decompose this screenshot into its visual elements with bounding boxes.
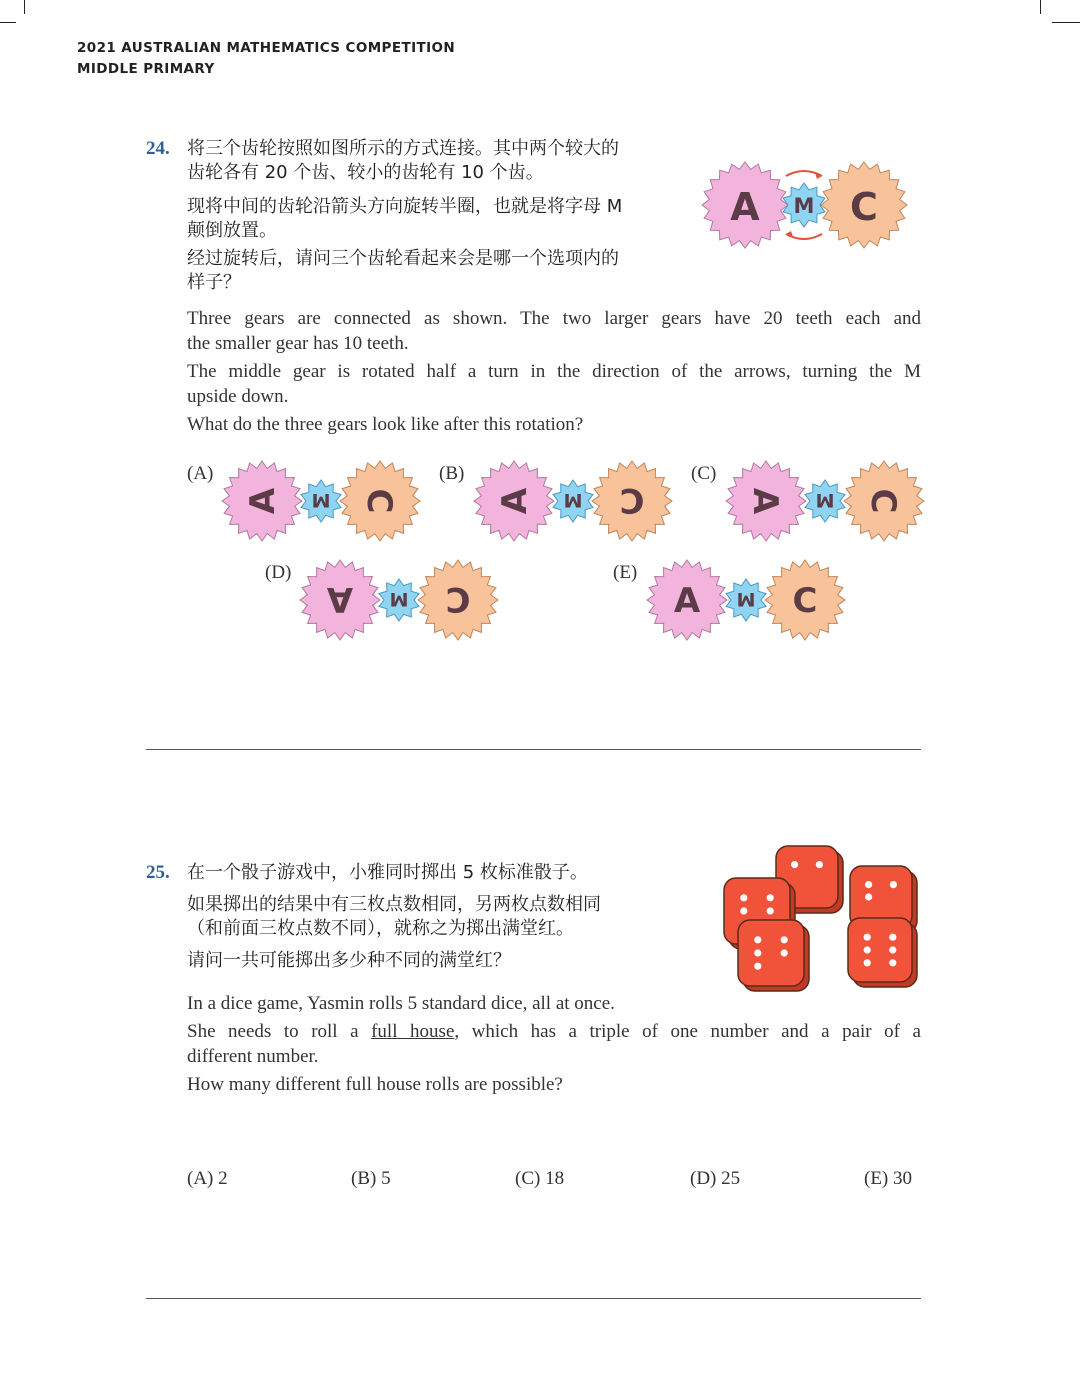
choice-a[interactable]: (A) 2: [187, 1168, 228, 1189]
die-pip: [889, 934, 896, 941]
q25-english-text: In a dice game, Yasmin rolls 5 standard dice, all at once. She needs to roll a full house, which has a triple of one number and a pair of a different number. How many different full house rolls are possible?: [187, 993, 921, 1095]
gear-letter: C: [619, 479, 645, 520]
crop-mark: [1052, 22, 1080, 23]
option-a-label[interactable]: (A): [187, 463, 214, 484]
gear-left: [702, 162, 788, 248]
gear-letter: C: [445, 578, 471, 619]
gear-middle: [783, 183, 825, 227]
gear-letter: A: [243, 487, 284, 515]
gear-left: [474, 461, 554, 541]
option-c-gears[interactable]: [722, 456, 932, 546]
gear-right: [821, 162, 907, 248]
divider: [146, 1298, 921, 1299]
gear-right: [340, 461, 420, 541]
die-pip: [865, 893, 872, 900]
option-d-gears[interactable]: [296, 555, 506, 645]
die-pip: [816, 861, 823, 868]
die-pip: [781, 949, 788, 956]
option-e-gears[interactable]: [643, 555, 853, 645]
gear-middle: [553, 480, 593, 522]
die-pip: [889, 959, 896, 966]
q24-gear-figure: [700, 158, 910, 256]
gear-left: [300, 560, 380, 640]
option-b-label[interactable]: (B): [439, 463, 465, 484]
gear-letter: C: [358, 488, 399, 514]
svg-text:M: M: [793, 194, 815, 218]
gear-middle: [379, 579, 419, 621]
die-pip: [767, 907, 774, 914]
option-a-gears[interactable]: [218, 456, 428, 546]
die-pip: [740, 894, 747, 901]
gear-letter: M: [563, 489, 583, 512]
gear-left: [222, 461, 302, 541]
question-number-24: 24.: [146, 138, 170, 159]
question-number-25: 25.: [146, 862, 170, 883]
gear-letter: A: [673, 581, 701, 622]
die: [738, 920, 809, 991]
gear-letter: C: [792, 581, 818, 622]
die-pip: [889, 946, 896, 953]
die-pip: [865, 881, 872, 888]
gear-letter: M: [389, 588, 409, 611]
svg-text:A: A: [730, 185, 760, 229]
gear-letter: A: [495, 487, 536, 515]
gear-letter: M: [311, 489, 331, 512]
gear-right: [592, 461, 672, 541]
die-pip: [754, 963, 761, 970]
die-pip: [791, 861, 798, 868]
die-pip: [864, 934, 871, 941]
die-pip: [754, 936, 761, 943]
die-pip: [754, 949, 761, 956]
option-d-label[interactable]: (D): [265, 562, 292, 583]
choice-e[interactable]: (E) 30: [864, 1168, 913, 1189]
gear-left: [647, 560, 727, 640]
choice-c[interactable]: (C) 18: [515, 1168, 565, 1189]
option-c-label[interactable]: (C): [691, 463, 717, 484]
dice-illustration: [716, 838, 930, 998]
gear-letter: A: [744, 487, 785, 515]
crop-mark: [0, 22, 16, 23]
divider: [146, 749, 921, 750]
gear-letter: A: [326, 578, 354, 619]
q25-en-line2: She needs to roll a full house, which has a triple of one number and a pair of a: [187, 1021, 921, 1042]
gear-middle: [805, 480, 845, 522]
q24-chinese-text: 将三个齿轮按照如图所示的方式连接。其中两个较大的 齿轮各有 20 个齿、较小的齿轮有 10 个齿。 现将中间的齿轮沿箭头方向旋转半圈，也就是将字母 M 颠倒放置。 经过旋转后，请问三个齿轮看起来会是哪一个选项内的 样子？: [187, 138, 623, 293]
gear-right: [844, 461, 924, 541]
option-b-gears[interactable]: [470, 456, 680, 546]
die-pip: [781, 936, 788, 943]
gear-right: [765, 560, 845, 640]
crop-mark: [1040, 0, 1041, 14]
division-label: MIDDLE PRIMARY: [77, 61, 215, 77]
die-pip: [890, 881, 897, 888]
choice-d[interactable]: (D) 25: [690, 1168, 741, 1189]
die-pip: [740, 907, 747, 914]
gear-letter: M: [815, 489, 835, 512]
crop-mark: [24, 0, 25, 14]
die-pip: [864, 946, 871, 953]
competition-title: 2021 AUSTRALIAN MATHEMATICS COMPETITION: [77, 40, 456, 56]
gear-letter: C: [862, 488, 903, 514]
gear-middle: [726, 579, 766, 621]
svg-text:C: C: [850, 185, 878, 229]
die: [848, 918, 917, 987]
q25-chinese-text: 在一个骰子游戏中，小雅同时掷出 5 枚标准骰子。 如果掷出的结果中有三枚点数相同，另两枚点数相同 （和前面三枚点数不同），就称之为掷出满堂红。 请问一共可能掷出多少种不同的满堂红？: [187, 862, 601, 971]
q24-english-text: Three gears are connected as shown. The two larger gears have 20 teeth each and the smaller gear has 10 teeth. The middle gear is rotated half a turn in the direction of the arrows, turning the M upside down. What do the three gears look like after this rotation?: [187, 308, 921, 435]
gear-letter: M: [736, 588, 756, 611]
choice-b[interactable]: (B) 5: [351, 1168, 391, 1189]
gear-left: [726, 461, 806, 541]
die-pip: [864, 959, 871, 966]
die-pip: [767, 894, 774, 901]
option-e-label[interactable]: (E): [613, 562, 638, 583]
full-house-term: full house: [371, 1021, 455, 1042]
page-header: [77, 38, 455, 80]
gear-right: [418, 560, 498, 640]
gear-middle: [301, 480, 341, 522]
